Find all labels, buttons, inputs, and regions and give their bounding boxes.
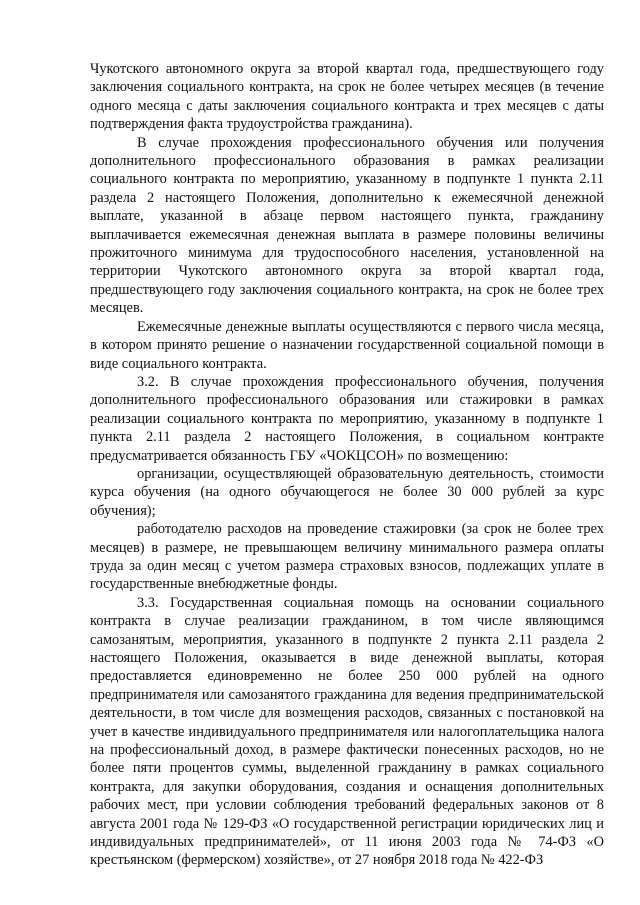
- paragraph-3-2: 3.2. В случае прохождения профессионального обучения, получения дополнительного профессионального образования или стажировки в рамках реализации социального контракта по мероприятию, указанному в подпункте 1 пункта 2.11 раздела 2 настоящего Положения, в социальном контракте предусматривается обязанность ГБУ «ЧОКЦСОН» по возмещению:: [90, 373, 604, 464]
- paragraph-education-organization: организации, осуществляющей образовательную деятельность, стоимости курса обучения (на одного обучающегося не более 30 000 рублей за курс обучения);: [90, 465, 604, 519]
- paragraph-monthly-payments-start: Ежемесячные денежные выплаты осуществляются с первого числа месяца, в котором принято решение о назначении государственной социальной помощи в виде социального контракта.: [90, 318, 604, 372]
- paragraph-vocational-training-payment: В случае прохождения профессионального обучения или получения дополнительного профессионального образования в рамках реализации социального контракта по мероприятию, указанному в подпункте 1 пункта 2.11 раздела 2 настоящего Положения, дополнительно к ежемесячной денежной выплате, указанной в абзаце первом настоящего пункта, гражданину выплачивается ежемесячная денежная выплата в размере половины величины прожиточного минимума для трудоспособного населения, установленной на территории Чукотского автономного округа за второй квартал года, предшествующего году заключения социального контракта, на срок не более трех месяцев.: [90, 134, 604, 317]
- paragraph-continuation: Чукотского автономного округа за второй квартал года, предшествующего году заключения социального контракта, на срок не более четырех месяцев (в течение одного месяца с даты заключения социального контракта и трех месяцев с даты подтверждения факта трудоустройства гражданина).: [90, 61, 604, 133]
- paragraph-3-3: 3.3. Государственная социальная помощь на основании социального контракта в случае реализации гражданином, в том числе являющимся самозанятым, мероприятия, указанного в подпункте 2 пункта 2.11 раздела 2 настоящего Положения, оказывается в виде денежной выплаты, которая предоставляется единовременно не более 250 000 рублей на одного предпринимателя или самозанятого гражданина для ведения предпринимательской деятельности, в том числе для возмещения расходов, связанных с постановкой на учет в качестве индивидуального предпринимателя или налогоплательщика налога на профессиональный доход, в размере фактически понесенных расходов, но не более пяти процентов суммы, выделенной гражданину в рамках социального контракта, для закупки оборудования, создания и оснащения дополнительных рабочих мест, при условии соблюдения требований федеральных законов от 8 августа 2001 года № 129-ФЗ «О государственной регистрации юридических лиц и индивидуальных предпринимателей», от 11 июня 2003 года № 74-ФЗ «О крестьянском (фермерском) хозяйстве», от 27 ноября 2018 года № 422-ФЗ: [90, 594, 604, 869]
- paragraph-employer-internship: работодателю расходов на проведение стажировки (за срок не более трех месяцев) в размере, не превышающем величину минимального размера оплаты труда за один месяц с учетом размера страховых взносов, подлежащих уплате в государственные внебюджетные фонды.: [90, 521, 604, 593]
- document-body: [90, 60, 604, 870]
